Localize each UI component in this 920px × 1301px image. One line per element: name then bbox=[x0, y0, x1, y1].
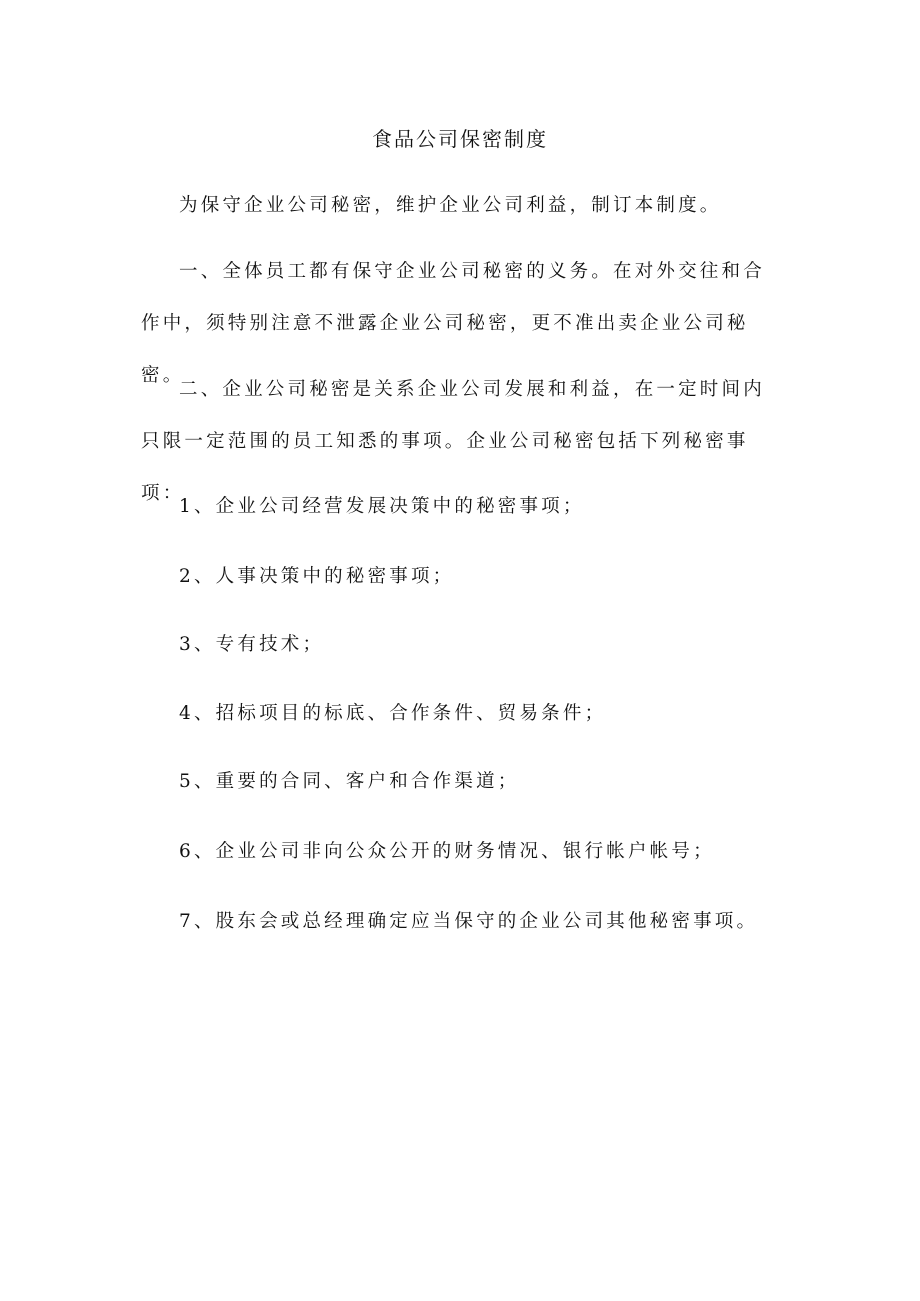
secret-item-1: 1、企业公司经营发展决策中的秘密事项； bbox=[179, 496, 585, 517]
secret-item-2: 2、人事决策中的秘密事项； bbox=[179, 566, 455, 587]
document-title: 食品公司保密制度 bbox=[372, 127, 548, 151]
article-one-paragraph: 一、全体员工都有保守企业公司秘密的义务。在对外交往和合作中，须特别注意不泄露企业公司秘密，更不准出卖企业公司秘密。 bbox=[141, 261, 765, 386]
secret-item-3: 3、专有技术； bbox=[179, 634, 325, 655]
secret-item-5: 5、重要的合同、客户和合作渠道； bbox=[179, 771, 520, 792]
secret-item-7: 7、股东会或总经理确定应当保守的企业公司其他秘密事项。 bbox=[179, 911, 759, 932]
secret-item-6: 6、企业公司非向公众公开的财务情况、银行帐户帐号； bbox=[179, 841, 715, 862]
article-two-paragraph: 二、企业公司秘密是关系企业公司发展和利益，在一定时间内只限一定范围的员工知悉的事项。企业公司秘密包括下列秘密事项： bbox=[141, 379, 765, 504]
intro-paragraph: 为保守企业公司秘密，维护企业公司利益，制订本制度。 bbox=[179, 195, 722, 216]
secret-item-4: 4、招标项目的标底、合作条件、贸易条件； bbox=[179, 703, 607, 724]
